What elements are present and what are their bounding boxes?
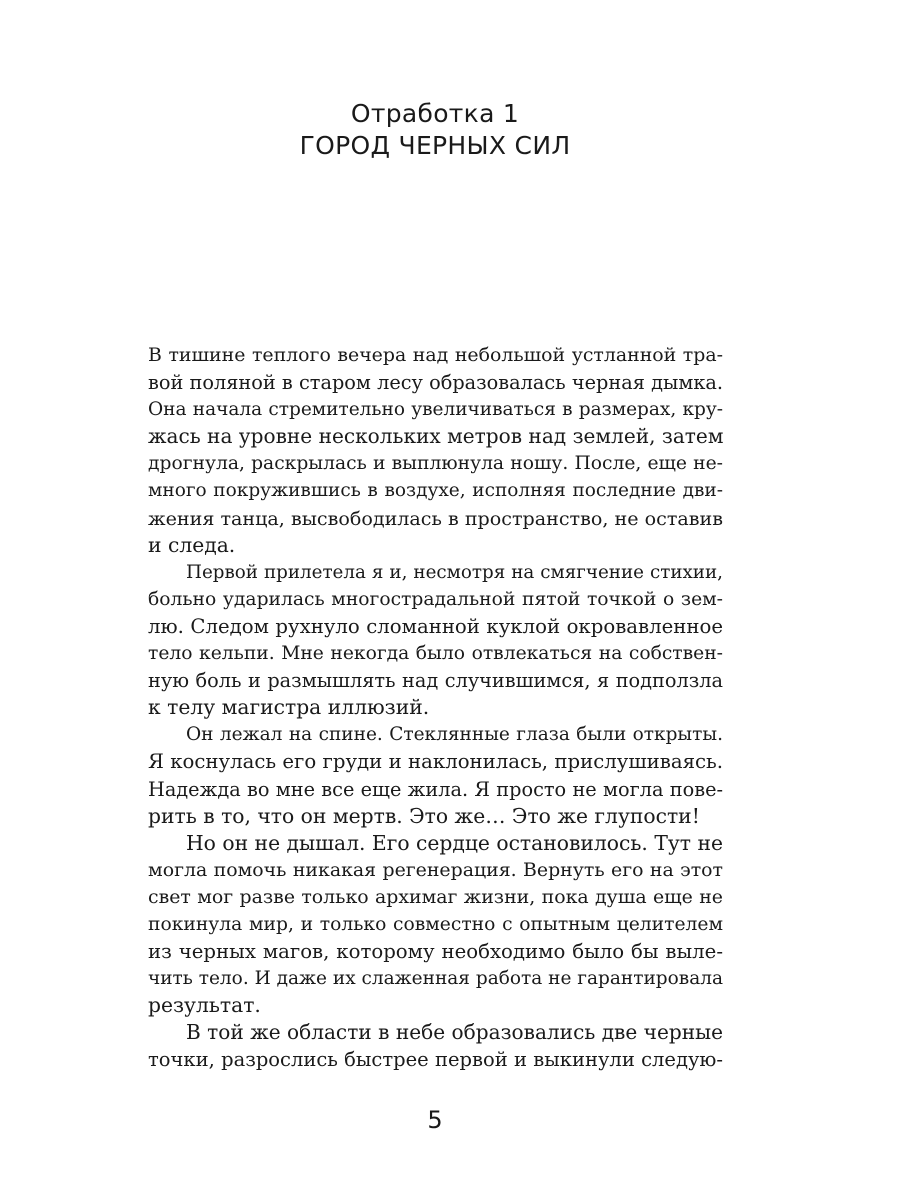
text-line: дрогнула, раскрылась и выплюнула ношу. После, еще не- <box>148 453 723 475</box>
text-line: лю. Следом рухнуло сломанной куклой окровавленное <box>148 614 723 638</box>
text-line: чить тело. И даже их слаженная работа не гарантировала <box>148 968 724 990</box>
text-line: жения танца, высвободилась в пространство, не оставив <box>148 506 723 530</box>
chapter-label: Отработка 1 <box>350 99 520 128</box>
text-line: точки, разрослись быстрее первой и выкинули следую- <box>148 1048 723 1072</box>
text-line: покинула мир, и только совместно с опытным целителем <box>148 913 723 935</box>
text-line: Но он не дышал. Его сердце остановилось. Тут не <box>186 830 723 855</box>
text-line: к телу магистра иллюзий. <box>148 695 430 720</box>
text-line: жась на уровне нескольких метров над землей, затем <box>148 424 724 449</box>
text-line: Первой прилетела я и, несмотря на смягчение стихии, <box>186 561 723 583</box>
text-line: Он лежал на спине. Стеклянные глаза были открыты. <box>186 724 723 746</box>
text-line: рить в то, что он мертв. Это же… Это же глупости! <box>148 803 700 828</box>
body-text <box>148 342 723 1074</box>
page-number: 5 <box>427 1106 443 1134</box>
text-line: вой поляной в старом лесу образовалась черная дымка. <box>148 371 723 395</box>
text-line: тело кельпи. Мне некогда было отвлекаться на собствен- <box>148 643 723 665</box>
text-line: из черных магов, которому необходимо было бы выле- <box>148 940 723 964</box>
text-line: В тишине теплого вечера над небольшой устланной тра- <box>148 344 723 366</box>
text-line: результат. <box>148 993 261 1018</box>
text-line: больно ударилась многострадальной пятой точкой о зем- <box>148 588 723 610</box>
text-line: и следа. <box>148 532 236 557</box>
text-line: Я коснулась его груди и наклонилась, прислушиваясь. <box>148 750 723 774</box>
text-line: много покружившись в воздухе, исполняя последние дви- <box>148 480 723 502</box>
text-line: могла помочь никакая регенерация. Вернуть его на этот <box>148 858 723 881</box>
text-line: Надежда во мне все еще жила. Я просто не могла пове- <box>148 777 723 801</box>
text-line: свет мог разве только архимаг жизни, пока душа еще не <box>148 885 723 908</box>
text-line: ную боль и размышлять над случившимся, я подползла <box>148 669 723 693</box>
text-line: В той же области в небе образовались две черные <box>186 1020 723 1045</box>
chapter-title: ГОРОД ЧЕРНЫХ СИЛ <box>299 131 571 160</box>
text-line: Она начала стремительно увеличиваться в размерах, кру- <box>148 399 723 421</box>
chapter-header <box>0 98 870 162</box>
